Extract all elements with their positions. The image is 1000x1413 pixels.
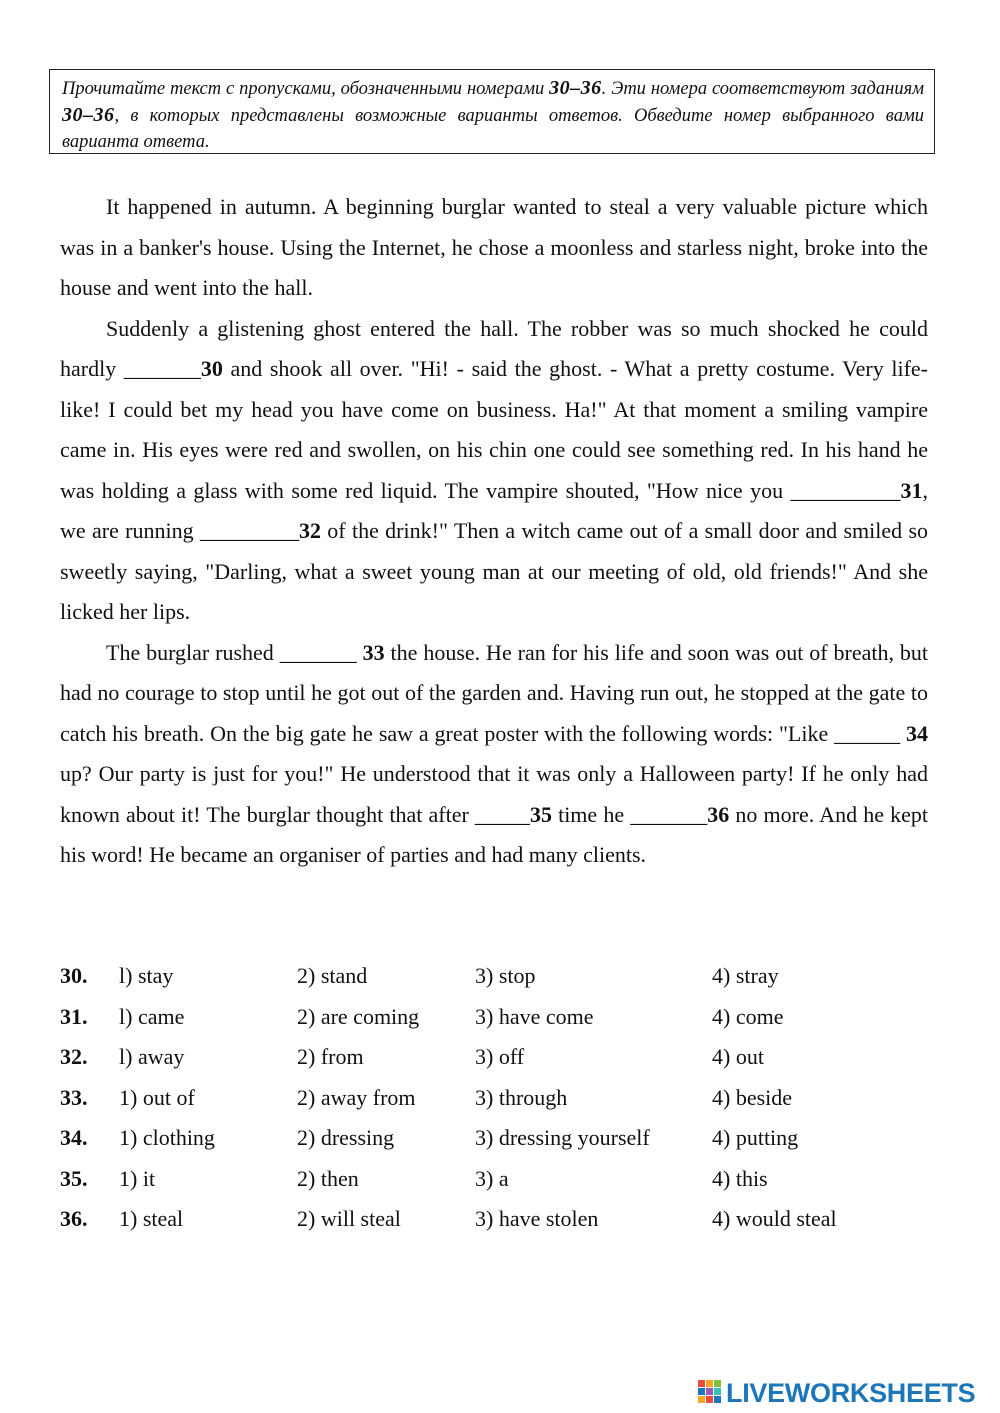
story-segment: , we are running _________ xyxy=(60,477,928,543)
story-segment: the house. He ran for his life and soon was out of breath, but had no courage to stop until he got out of the garden and. Having run out, he stopped at the gate to catch his breath. On the big gate he saw a great poster with the following words: "Like ______ xyxy=(60,639,928,746)
question-number: 32. xyxy=(60,1044,88,1069)
option-4[interactable]: 4) stray xyxy=(712,963,779,988)
instructions-box xyxy=(49,69,935,154)
option-3[interactable]: 3) stop xyxy=(475,963,536,988)
liveworksheets-logo-icon xyxy=(698,1380,722,1406)
option-4[interactable]: 4) come xyxy=(712,1003,784,1029)
story-segment: time he _______ xyxy=(551,801,708,827)
option-2[interactable]: 2) from xyxy=(297,1044,364,1069)
story-paragraph-2 xyxy=(60,309,928,633)
option-2[interactable]: 2) stand xyxy=(297,963,368,988)
gap-31-number: 31 xyxy=(900,477,923,503)
liveworksheets-logo xyxy=(698,1378,975,1408)
story-text xyxy=(60,187,928,876)
option-4[interactable]: 4) beside xyxy=(712,1084,793,1110)
story-paragraph-3 xyxy=(60,633,928,876)
option-1[interactable]: 1) steal xyxy=(119,1206,184,1231)
question-number: 36. xyxy=(60,1206,88,1231)
option-4[interactable]: 4) out xyxy=(712,1044,764,1069)
option-1[interactable]: l) came xyxy=(119,1003,185,1029)
option-3[interactable]: 3) dressing yourself xyxy=(475,1125,650,1150)
gap-33-number: 33 xyxy=(362,639,385,665)
option-4[interactable]: 4) this xyxy=(712,1165,768,1191)
task-range-1: 30–36 xyxy=(549,77,602,99)
question-number: 33. xyxy=(60,1084,88,1110)
option-2[interactable]: 2) away from xyxy=(297,1084,416,1110)
option-1[interactable]: 1) it xyxy=(119,1165,156,1191)
gap-35-number: 35 xyxy=(529,801,552,827)
option-1[interactable]: l) away xyxy=(119,1044,185,1069)
option-3[interactable]: 3) through xyxy=(475,1084,568,1110)
story-segment: up? Our party is just for you!" He understood that it was only a Halloween party! If he only had known about it! The burglar thought that after _____ xyxy=(60,761,928,827)
question-number: 34. xyxy=(60,1125,88,1150)
story-segment: The burglar rushed _______ xyxy=(106,639,363,665)
option-3[interactable]: 3) have come xyxy=(475,1003,594,1029)
task-range-2: 30–36 xyxy=(62,104,115,126)
option-3[interactable]: 3) a xyxy=(475,1165,509,1191)
option-2[interactable]: 2) then xyxy=(297,1165,359,1191)
option-3[interactable]: 3) have stolen xyxy=(475,1206,599,1231)
option-4[interactable]: 4) would steal xyxy=(712,1206,837,1231)
story-segment: Suddenly a glistening ghost entered the hall. The robber was so much shocked he could hardly _______ xyxy=(60,315,928,381)
gap-30-number: 30 xyxy=(200,356,223,381)
instructions-text-2: . Эти номера соответствуют заданиям xyxy=(601,79,924,99)
option-1[interactable]: 1) clothing xyxy=(119,1125,215,1150)
story-segment: of the drink!" Then a witch came out of a small door and smiled so sweetly saying, "Darling, what a sweet young man at our meeting of old, old friends!" And she licked her lips. xyxy=(60,518,929,624)
option-1[interactable]: 1) out of xyxy=(119,1084,195,1110)
option-2[interactable]: 2) will steal xyxy=(297,1206,401,1231)
option-2[interactable]: 2) are coming xyxy=(297,1003,420,1029)
instructions-text-1: Прочитайте текст с пропусками, обозначенными номерами xyxy=(62,79,550,99)
gap-36-number: 36 xyxy=(707,801,730,827)
option-4[interactable]: 4) putting xyxy=(712,1125,799,1150)
option-2[interactable]: 2) dressing xyxy=(297,1125,395,1150)
option-1[interactable]: l) stay xyxy=(119,963,174,988)
logo-text: LIVEWORKSHEETS xyxy=(726,1377,976,1408)
instructions-text-3: , в которых представлены возможные варианты ответов. Обведите номер выбранного вами варианта ответа. xyxy=(62,106,924,152)
option-3[interactable]: 3) off xyxy=(475,1044,525,1069)
gap-32-number: 32 xyxy=(298,518,321,543)
story-segment: and shook all over. "Hi! - said the ghost. - What a pretty costume. Very life-like! I could bet my head you have come on business. Ha!" At that moment a smiling vampire came in. His eyes were red and swollen, on his chin one could see something red. In his hand he was holding a glass with some red liquid. The vampire shouted, "How nice you __________ xyxy=(60,356,928,503)
question-number: 31. xyxy=(60,1003,88,1029)
question-number: 30. xyxy=(60,963,88,988)
story-segment: no more. And he kept his word! He became an organiser of parties and had many clients. xyxy=(60,801,928,867)
question-number: 35. xyxy=(60,1165,88,1191)
story-paragraph-1: It happened in autumn. A beginning burglar wanted to steal a very valuable picture which was in a banker's house. Using the Internet, he chose a moonless and starless night, broke into the house and went into the hall. xyxy=(60,194,928,300)
gap-34-number: 34 xyxy=(906,720,928,746)
